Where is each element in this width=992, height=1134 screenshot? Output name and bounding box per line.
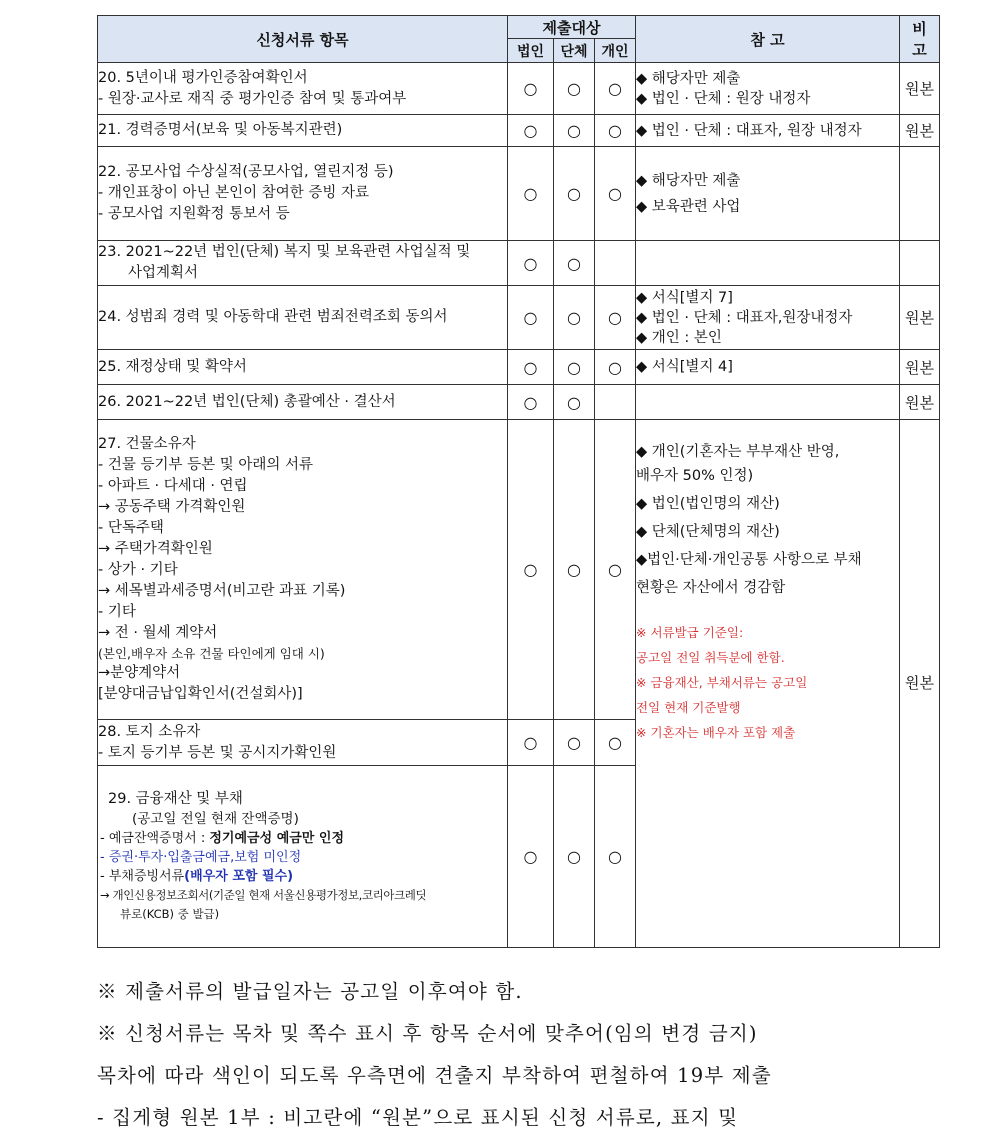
note-text: ◆ 법인 · 단체 : 대표자,원장내정자 bbox=[636, 309, 853, 326]
note-text: ◆ 법인 · 단체 : 대표자, 원장 내정자 bbox=[636, 122, 862, 139]
footer-note: 목차에 따라 색인이 되도록 우측면에 견출지 부착하여 편철하여 19부 제출 bbox=[97, 1064, 772, 1087]
remark-cell: 원본 bbox=[900, 350, 940, 385]
note-red-text: ※ 기혼자는 배우자 포함 제출 bbox=[636, 725, 796, 740]
remark-cell: 원본 bbox=[900, 385, 940, 420]
circle-mark: ○ bbox=[554, 147, 595, 241]
circle-mark: ○ bbox=[554, 385, 595, 420]
item-text: 27. 건물소유자 bbox=[98, 436, 196, 452]
document-table bbox=[97, 15, 940, 948]
circle-mark: ○ bbox=[595, 115, 636, 147]
circle-mark: ○ bbox=[554, 115, 595, 147]
note-text: 배우자 50% 인정) bbox=[636, 468, 754, 484]
table-row bbox=[98, 350, 940, 385]
note-text: ◆법인·단체·개인공통 사항으로 부채 bbox=[636, 552, 862, 568]
item-text: → 세목별과세증명서(비고란 과표 기록) bbox=[98, 583, 346, 599]
item-text: [분양대금납입확인서(건설회사)] bbox=[98, 686, 303, 702]
item-text: 24. 성범죄 경력 및 아동학대 관련 범죄전력조회 동의서 bbox=[98, 309, 448, 325]
note-text: ◆ 개인(기혼자는 부부재산 반영, bbox=[636, 444, 840, 460]
table-row bbox=[98, 147, 940, 241]
item-text: →분양계약서 bbox=[98, 665, 181, 681]
table-row bbox=[98, 115, 940, 147]
note-text: ◆ 해당자만 제출 bbox=[636, 172, 741, 189]
circle-mark: ○ bbox=[508, 115, 554, 147]
circle-mark: ○ bbox=[595, 147, 636, 241]
remark-cell: 원본 bbox=[900, 286, 940, 350]
circle-mark: ○ bbox=[508, 147, 554, 241]
remark-cell: 원본 bbox=[900, 420, 940, 948]
footer-note: - 집게형 원본 1부 : 비고란에 “원본”으로 표시된 신청 서류로, 표지 및 bbox=[97, 1106, 739, 1129]
note-text: ◆ 보육관련 사업 bbox=[636, 198, 741, 215]
item-text: → 공동주택 가격확인원 bbox=[98, 499, 246, 515]
item-text: → 주택가격확인원 bbox=[98, 541, 213, 557]
circle-mark: ○ bbox=[508, 63, 554, 115]
circle-mark: ○ bbox=[595, 350, 636, 385]
note-text: ◆ 법인 · 단체 : 원장 내정자 bbox=[636, 90, 811, 107]
item-text: - 기타 bbox=[98, 604, 136, 620]
item-text: → 개인신용정보조회서(기준일 현재 서울신용평가정보,코리아크레딧 bbox=[100, 888, 427, 902]
circle-mark: ○ bbox=[508, 350, 554, 385]
item-emphasis: (배우자 포함 필수) bbox=[184, 869, 294, 884]
table-row bbox=[98, 241, 940, 286]
item-text: - 단독주택 bbox=[98, 520, 164, 536]
remark-cell: 원본 bbox=[900, 63, 940, 115]
table-row bbox=[98, 385, 940, 420]
item-text: - 건물 등기부 등본 및 아래의 서류 bbox=[98, 457, 313, 473]
table-row bbox=[98, 286, 940, 350]
item-text: 21. 경력증명서(보육 및 아동복지관련) bbox=[98, 122, 343, 138]
item-text: → 전 · 월세 계약서 bbox=[98, 625, 218, 641]
circle-mark: ○ bbox=[554, 63, 595, 115]
item-text: - 예금잔액증명서 : bbox=[100, 831, 210, 846]
circle-mark: ○ bbox=[508, 720, 554, 766]
circle-mark: ○ bbox=[554, 420, 595, 720]
item-text: (본인,배우자 소유 건물 타인에게 임대 시) bbox=[98, 646, 325, 661]
footer-note: ※ 제출서류의 발급일자는 공고일 이후여야 함. bbox=[97, 980, 523, 1003]
header-corp: 법인 bbox=[508, 39, 554, 63]
item-text: 사업계획서 bbox=[128, 265, 199, 281]
circle-mark: ○ bbox=[554, 286, 595, 350]
circle-mark: ○ bbox=[508, 385, 554, 420]
item-emphasis: 정기예금성 예금만 인정 bbox=[209, 831, 345, 846]
note-red-text: 전일 현재 기준발행 bbox=[636, 700, 741, 715]
note-text: ◆ 서식[별지 4] bbox=[636, 359, 733, 375]
header-group: 단체 bbox=[554, 39, 595, 63]
header-note: 참 고 bbox=[636, 16, 900, 63]
item-text: - 토지 등기부 등본 및 공시지가확인원 bbox=[98, 744, 337, 761]
item-text: - 개인표창이 아닌 본인이 참여한 증빙 자료 bbox=[98, 185, 370, 201]
circle-mark: ○ bbox=[595, 766, 636, 948]
remark-cell bbox=[900, 241, 940, 286]
header-remark: 비 고 bbox=[900, 16, 940, 63]
circle-mark: ○ bbox=[554, 350, 595, 385]
note-text: 현황은 자산에서 경감함 bbox=[636, 580, 786, 596]
header-indiv: 개인 bbox=[595, 39, 636, 63]
remark-cell bbox=[900, 147, 940, 241]
circle-mark: ○ bbox=[508, 420, 554, 720]
circle-mark: ○ bbox=[595, 420, 636, 720]
circle-mark: ○ bbox=[508, 766, 554, 948]
item-text: - 아파트 · 다세대 · 연립 bbox=[98, 478, 248, 494]
footer-note: ※ 신청서류는 목차 및 쪽수 표시 후 항목 순서에 맞추어(임의 변경 금지) bbox=[97, 1022, 758, 1045]
item-text: - 부채증빙서류 bbox=[100, 869, 185, 884]
item-text: 29. 금융재산 및 부채 bbox=[108, 791, 243, 807]
remark-cell: 원본 bbox=[900, 115, 940, 147]
circle-mark: ○ bbox=[508, 286, 554, 350]
item-text: (공고일 전일 현재 잔액증명) bbox=[132, 811, 299, 827]
note-red-text: ※ 금융재산, 부채서류는 공고일 bbox=[636, 675, 808, 690]
item-text: 뷰로(KCB) 중 발급) bbox=[120, 907, 220, 921]
item-text: 25. 재정상태 및 확약서 bbox=[98, 358, 247, 375]
item-text: - 상가 · 기타 bbox=[98, 562, 178, 578]
note-text: ◆ 법인(법인명의 재산) bbox=[636, 496, 780, 512]
table-row bbox=[98, 63, 940, 115]
note-text: ◆ 해당자만 제출 bbox=[636, 70, 741, 87]
note-text: ◆ 개인 : 본인 bbox=[636, 329, 722, 346]
shared-note bbox=[636, 420, 900, 948]
circle-mark: ○ bbox=[554, 241, 595, 286]
item-text: 26. 2021~22년 법인(단체) 총괄예산 · 결산서 bbox=[98, 393, 396, 410]
circle-mark: ○ bbox=[595, 720, 636, 766]
table-row bbox=[98, 420, 940, 720]
item-text: 28. 토지 소유자 bbox=[98, 723, 201, 740]
item-text: - 증권·투자·입출금예금,보험 미인정 bbox=[100, 850, 302, 865]
circle-mark: ○ bbox=[595, 63, 636, 115]
item-text: 22. 공모사업 수상실적(공모사업, 열린지정 등) bbox=[98, 164, 394, 180]
note-red-text: ※ 서류발급 기준일: bbox=[636, 625, 744, 640]
circle-mark: ○ bbox=[554, 720, 595, 766]
note-red-text: 공고일 전일 취득분에 한함. bbox=[636, 650, 785, 665]
item-text: - 원장·교사로 재직 중 평가인증 참여 및 통과여부 bbox=[98, 90, 407, 107]
note-text: ◆ 서식[별지 7] bbox=[636, 289, 733, 306]
item-text: 23. 2021~22년 법인(단체) 복지 및 보육관련 사업실적 및 bbox=[98, 244, 471, 260]
item-text: - 공모사업 지원확정 통보서 등 bbox=[98, 206, 290, 222]
header-item: 신청서류 항목 bbox=[98, 16, 508, 63]
item-text: 20. 5년이내 평가인증참여확인서 bbox=[98, 69, 308, 86]
circle-mark: ○ bbox=[595, 286, 636, 350]
circle-mark: ○ bbox=[508, 241, 554, 286]
circle-mark: ○ bbox=[554, 766, 595, 948]
header-target: 제출대상 bbox=[508, 16, 636, 39]
note-text: ◆ 단체(단체명의 재산) bbox=[636, 524, 780, 540]
